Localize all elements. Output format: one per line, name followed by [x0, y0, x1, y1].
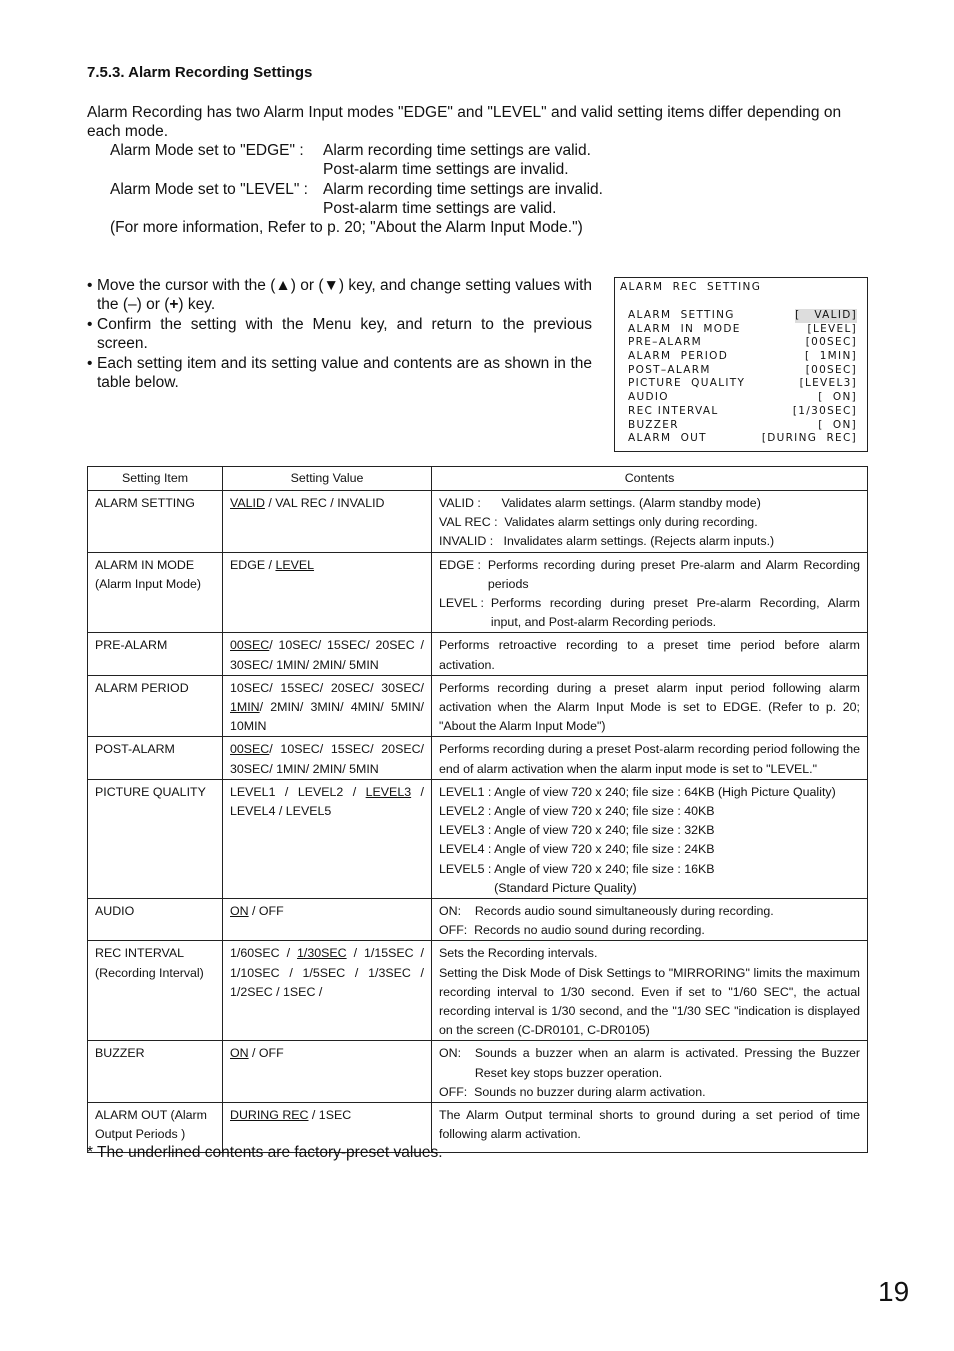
contents-line	[439, 860, 860, 879]
contents-key: VALID :	[439, 496, 502, 510]
osd-screen	[614, 277, 868, 452]
mode-desc: Alarm recording time settings are valid.	[323, 142, 591, 159]
table-row	[88, 552, 868, 633]
intro-paragraph: Alarm Recording has two Alarm Input modes "EDGE" and "LEVEL" and valid setting items differ depending on each mode.	[87, 104, 842, 141]
setting-item-cell	[88, 779, 223, 898]
osd-item-value: [LEVEL]	[807, 322, 857, 335]
osd-item-name: ALARM SETTING	[628, 309, 735, 321]
contents-cell	[432, 633, 868, 675]
setting-item-text: POST-ALARM	[95, 742, 175, 757]
setting-item-cell	[88, 491, 223, 553]
contents-text: Performs recording during preset Pre-alarm Recording, Alarm input, and Post-alarm Recording periods.	[490, 596, 860, 630]
contents-text: Validates alarm settings. (Alarm standby mode)	[501, 496, 761, 510]
contents-line	[439, 840, 860, 859]
default-value: 1MIN	[230, 700, 260, 715]
alarm-mode-list	[110, 141, 603, 219]
osd-item-name: ALARM OUT	[628, 432, 707, 445]
setting-item-cell	[88, 633, 223, 675]
up-arrow-icon: ▲	[275, 277, 291, 294]
setting-item-text: ALARM IN MODE	[95, 557, 195, 572]
instruction-item: • Confirm the setting with the Menu key, and return to the previous screen.	[87, 315, 592, 353]
default-value: 1/30SEC	[297, 946, 347, 961]
contents-line	[439, 902, 860, 921]
contents-line	[439, 1083, 860, 1102]
contents-text: Setting the Disk Mode of Disk Settings to "MIRRORING" limits the maximum recording interval to 1/30 second. Even if set to "1/60 SEC", the actual recording interval is 1/30 second, and the "1/30 SEC "indication is displayed on the screen (C-DR0101, C-DR0105)	[439, 965, 860, 1038]
contents-line	[439, 821, 860, 840]
table-row	[88, 491, 868, 553]
contents-key: VAL REC :	[439, 515, 505, 530]
footnote: * The underlined contents are factory-preset values.	[87, 1144, 443, 1161]
edge-mode-row	[110, 141, 603, 160]
instruction-item: • Move the cursor with the (▲) or (▼) key, and change setting values with the (–) or (+) key.	[87, 277, 592, 314]
bullet-icon: •	[87, 277, 93, 294]
contents-text: LEVEL2 : Angle of view 720 x 240; file size : 40KB	[439, 804, 715, 819]
setting-value-text: / OFF	[248, 1046, 284, 1061]
setting-value-text: / 1SEC	[308, 1108, 352, 1123]
osd-title: ALARM REC SETTING	[620, 281, 762, 293]
setting-value-text: / 1/15SEC / 1/10SEC / 1/5SEC / 1/3SEC / 1/2SEC / 1SEC /	[230, 946, 425, 999]
setting-item-text: ALARM SETTING	[95, 496, 195, 510]
contents-line	[439, 1106, 860, 1144]
contents-line	[439, 879, 860, 898]
contents-key: LEVEL :	[439, 596, 491, 611]
contents-line	[439, 513, 860, 532]
osd-item-value: [1/30SEC]	[792, 404, 857, 417]
contents-text: Sets the Recording intervals.	[439, 946, 598, 961]
osd-item-value: [LEVEL3]	[799, 377, 857, 390]
setting-item-cell	[88, 899, 223, 941]
default-value: 00SEC	[230, 638, 270, 653]
default-value: 00SEC	[230, 742, 270, 757]
setting-value-text: / 10SEC/ 15SEC/ 20SEC / 30SEC/ 1MIN/ 2MIN/ 5MIN	[230, 638, 424, 672]
contents-text: LEVEL5 : Angle of view 720 x 240; file size : 16KB	[439, 861, 715, 876]
default-value: ON	[230, 904, 249, 919]
osd-item-value: [00SEC]	[805, 363, 857, 376]
header-setting-value: Setting Value	[223, 467, 432, 491]
setting-value-text: 1/60SEC /	[230, 946, 297, 961]
contents-text: LEVEL1 : Angle of view 720 x 240; file size : 64KB (High Picture Quality)	[439, 784, 836, 799]
setting-value-text: / 2MIN/ 3MIN/ 4MIN/ 5MIN/ 10MIN	[230, 700, 424, 734]
contents-key: ON:	[439, 904, 475, 919]
contents-text: Records audio sound simultaneously during recording.	[474, 904, 774, 919]
contents-key: OFF:	[439, 923, 475, 938]
setting-item-text: PICTURE QUALITY	[95, 784, 206, 799]
contents-text: Performs recording during preset Pre-alarm and Alarm Recording periods	[487, 557, 860, 591]
header-contents: Contents	[432, 467, 868, 491]
mode-label: Alarm Mode set to "LEVEL" :	[110, 180, 308, 198]
bullet-icon: •	[87, 315, 93, 333]
osd-item-name: AUDIO	[628, 391, 669, 404]
setting-item-cell	[88, 675, 223, 737]
osd-item	[628, 432, 857, 446]
more-info-note: (For more information, Refer to p. 20; "About the Alarm Input Mode.")	[110, 219, 583, 236]
setting-value-cell	[223, 633, 432, 675]
table-row	[88, 899, 868, 941]
setting-value-cell	[223, 941, 432, 1041]
contents-cell	[432, 779, 868, 898]
mode-label: Alarm Mode set to "EDGE" :	[110, 142, 304, 159]
setting-value-cell	[223, 899, 432, 941]
table-row	[88, 1041, 868, 1103]
default-value: LEVEL3	[365, 784, 412, 799]
contents-text: Validates alarm settings only during recording.	[504, 515, 758, 530]
setting-item-cell	[88, 552, 223, 633]
contents-line	[439, 802, 860, 821]
setting-value-cell	[223, 491, 432, 553]
contents-text: Sounds no buzzer during alarm activation.	[474, 1084, 706, 1099]
osd-item	[628, 405, 857, 419]
contents-line	[439, 783, 860, 802]
instruction-item: • Each setting item and its setting value and contents are as shown in the table below.	[87, 354, 592, 392]
contents-line	[439, 556, 860, 594]
contents-line	[439, 494, 860, 513]
table-body	[88, 491, 868, 1153]
mode-desc: Alarm recording time settings are invalid.	[323, 180, 603, 198]
osd-item-name: REC INTERVAL	[628, 404, 719, 417]
setting-value-cell	[223, 1041, 432, 1103]
mode-desc: Post-alarm time settings are invalid.	[323, 161, 569, 179]
osd-item-name: PRE–ALARM	[628, 336, 703, 349]
contents-text: LEVEL3 : Angle of view 720 x 240; file size : 32KB	[439, 823, 715, 838]
table-row	[88, 779, 868, 898]
contents-line	[439, 944, 860, 963]
setting-item-text: ALARM OUT (Alarm Output Periods )	[95, 1108, 207, 1142]
setting-item-cell	[88, 1041, 223, 1103]
mode-desc: Post-alarm time settings are valid.	[323, 200, 557, 218]
osd-item-value: [ VALID]	[795, 309, 857, 321]
contents-cell	[432, 941, 868, 1041]
contents-key	[439, 879, 494, 898]
osd-item	[628, 419, 857, 433]
contents-line	[439, 964, 860, 1041]
osd-item-value: [DURING REC]	[761, 432, 857, 445]
table-header-row	[88, 467, 868, 491]
setting-value-text: / 10SEC/ 15SEC/ 20SEC/ 30SEC/ 1MIN/ 2MIN/ 5MIN	[230, 742, 424, 776]
default-value: ON	[230, 1046, 249, 1061]
down-arrow-icon: ▼	[323, 277, 339, 294]
default-value: LEVEL	[275, 557, 315, 572]
contents-text: Records no audio sound during recording.	[474, 923, 705, 938]
setting-item-text: BUZZER	[95, 1046, 145, 1061]
contents-cell	[432, 737, 868, 779]
contents-text: Performs recording during a preset Post-alarm recording period following the end of alarm activation when the alarm input mode is set to "LEVEL."	[439, 742, 860, 776]
level-mode-row-2	[110, 199, 603, 218]
setting-value-cell	[223, 552, 432, 633]
osd-item-name: BUZZER	[628, 418, 679, 431]
contents-cell	[432, 899, 868, 941]
contents-text: (Standard Picture Quality)	[494, 880, 637, 895]
contents-key: EDGE :	[439, 557, 488, 572]
contents-key: ON:	[439, 1046, 475, 1061]
contents-key: INVALID :	[439, 534, 504, 549]
header-setting-item: Setting Item	[88, 467, 223, 491]
setting-item-text: AUDIO	[95, 904, 135, 919]
osd-item-list	[628, 309, 857, 446]
contents-line	[439, 679, 860, 737]
setting-item-cell	[88, 737, 223, 779]
osd-item-value: [00SEC]	[805, 336, 857, 349]
contents-line	[439, 740, 860, 778]
setting-item-text: (Alarm Input Mode)	[95, 576, 202, 591]
osd-item	[628, 309, 857, 323]
setting-value-text: EDGE /	[230, 557, 276, 572]
bullet-icon: •	[87, 354, 93, 372]
default-value: VALID	[230, 496, 265, 510]
osd-item	[628, 364, 857, 378]
contents-text: Performs recording during a preset alarm input period following alarm activation when the Alarm Input Mode is set to EDGE. (Refer to p. 20; "About the Alarm Input Mode")	[439, 680, 860, 734]
osd-item	[628, 377, 857, 391]
setting-item-cell	[88, 941, 223, 1041]
contents-text: LEVEL4 : Angle of view 720 x 240; file size : 24KB	[439, 842, 715, 857]
osd-item-value: [ 1MIN]	[805, 350, 857, 363]
osd-item-name: ALARM PERIOD	[628, 350, 729, 363]
contents-line	[439, 594, 860, 632]
osd-item-name: PICTURE QUALITY	[628, 377, 746, 390]
osd-item	[628, 350, 857, 364]
contents-text: Invalidates alarm settings. (Rejects alarm inputs.)	[503, 534, 775, 549]
edge-mode-row-2	[110, 160, 603, 179]
section-heading: 7.5.3. Alarm Recording Settings	[87, 64, 313, 81]
setting-value-text: / VAL REC / INVALID	[264, 496, 385, 510]
osd-item-name: POST–ALARM	[628, 363, 711, 376]
setting-item-text: ALARM PERIOD	[95, 680, 189, 695]
setting-value-text: / OFF	[248, 904, 284, 919]
setting-value-cell	[223, 779, 432, 898]
settings-table	[87, 466, 868, 1153]
contents-line	[439, 1044, 860, 1082]
setting-value-cell	[223, 675, 432, 737]
table-row	[88, 675, 868, 737]
setting-item-text: REC INTERVAL	[95, 946, 185, 961]
minus-key-icon: –	[128, 296, 137, 314]
contents-text: Sounds a buzzer when an alarm is activated. Pressing the Buzzer Reset key stops buzzer operation.	[474, 1046, 860, 1080]
contents-text: Performs retroactive recording to a preset time period before alarm activation.	[439, 638, 860, 672]
contents-cell	[432, 552, 868, 633]
setting-item-text: PRE-ALARM	[95, 638, 168, 653]
osd-item-value: [ ON]	[818, 418, 857, 431]
setting-value-cell	[223, 737, 432, 779]
contents-cell	[432, 1103, 868, 1153]
level-mode-row	[110, 180, 603, 199]
contents-key: OFF:	[439, 1084, 475, 1099]
osd-item	[628, 336, 857, 350]
osd-item-name: ALARM IN MODE	[628, 322, 741, 335]
setting-item-text: (Recording Interval)	[95, 965, 204, 980]
contents-cell	[432, 675, 868, 737]
contents-text: The Alarm Output terminal shorts to ground during a set period of time following alarm activation.	[439, 1108, 860, 1142]
osd-item-value: [ ON]	[818, 391, 857, 404]
contents-line	[439, 636, 860, 674]
osd-item	[628, 391, 857, 405]
setting-value-text: / LEVEL4 / LEVEL5	[230, 784, 425, 819]
contents-line	[439, 532, 860, 551]
setting-value-text: LEVEL1 / LEVEL2 /	[230, 784, 366, 799]
contents-cell	[432, 1041, 868, 1103]
plus-key-icon: +	[169, 296, 179, 314]
contents-line	[439, 921, 860, 940]
table-row	[88, 633, 868, 675]
default-value: DURING REC	[230, 1108, 309, 1123]
contents-cell	[432, 491, 868, 553]
table-row	[88, 737, 868, 779]
osd-item	[628, 323, 857, 337]
page-number: 19	[878, 1276, 910, 1307]
instruction-list	[87, 276, 592, 392]
setting-value-text: 10SEC/ 15SEC/ 20SEC/ 30SEC/	[230, 680, 424, 695]
table-row	[88, 941, 868, 1041]
